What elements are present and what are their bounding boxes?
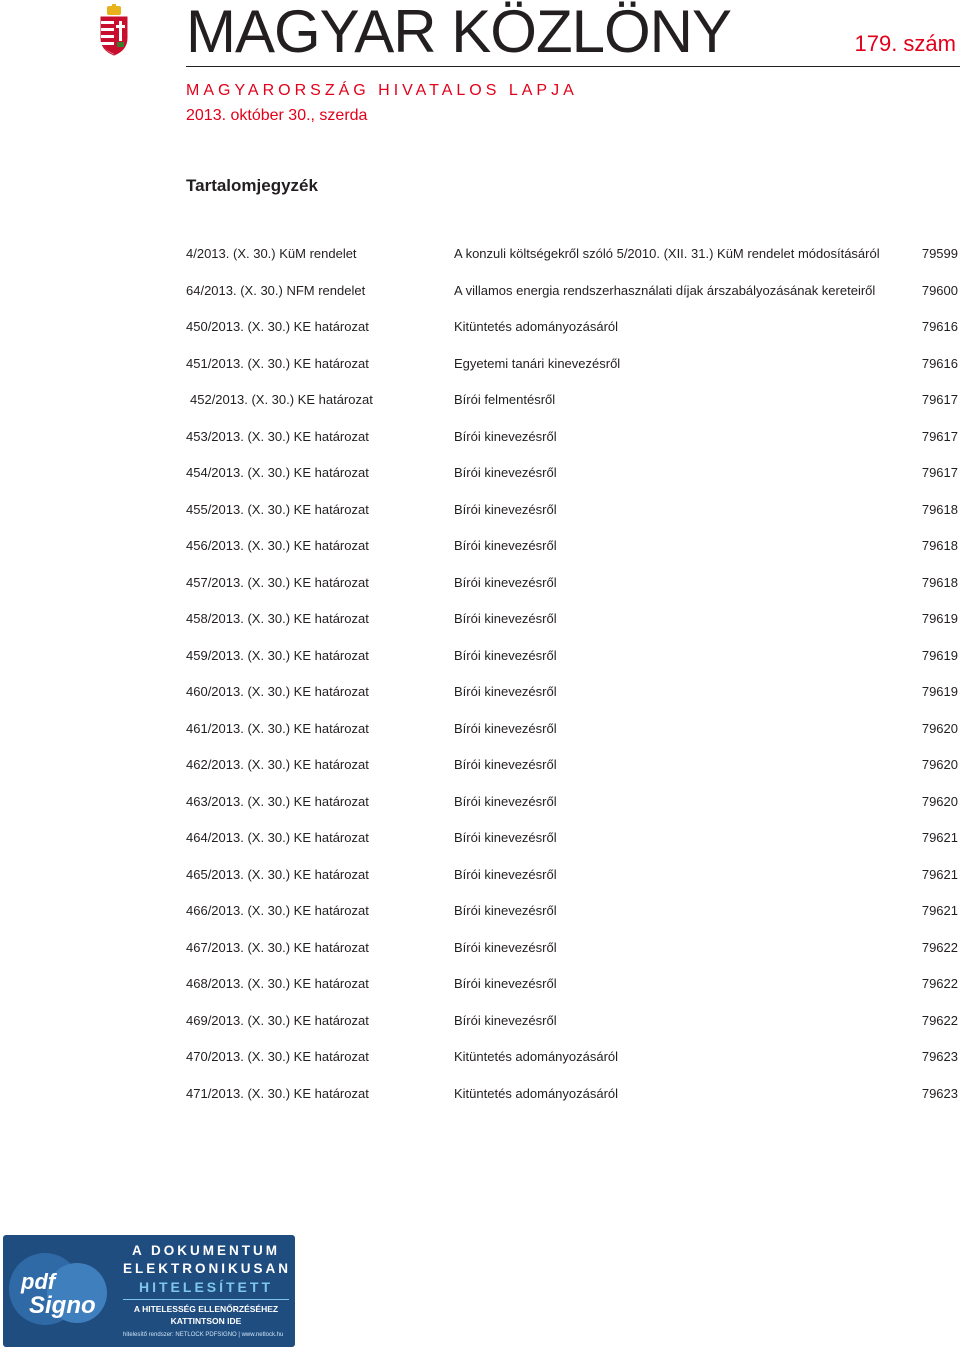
toc-row-title: Bírói kinevezésről [454, 793, 557, 809]
toc-row-title: Bírói kinevezésről [454, 720, 557, 736]
badge-divider [123, 1299, 289, 1300]
toc-row-title: Bírói kinevezésről [454, 538, 557, 553]
toc-row-reference: 452/2013. (X. 30.) KE határozat [190, 392, 373, 407]
toc-row[interactable] [186, 532, 958, 569]
toc-row[interactable] [186, 423, 958, 460]
toc-row-page: 79616 [921, 319, 958, 334]
toc-row-reference: 459/2013. (X. 30.) KE határozat [186, 647, 369, 663]
toc-row[interactable] [186, 386, 958, 423]
toc-row-page: 79619 [921, 684, 958, 699]
toc-row-page: 79622 [921, 939, 958, 955]
issue-number: 179. szám [854, 31, 956, 56]
toc-row-title: Bírói kinevezésről [454, 1012, 557, 1028]
toc-row-page: 79600 [921, 282, 958, 298]
toc-row-reference: 463/2013. (X. 30.) KE határozat [186, 793, 369, 809]
toc-row[interactable] [186, 788, 958, 825]
toc-row-page: 79617 [921, 428, 958, 444]
toc-row[interactable] [186, 1007, 958, 1044]
toc-row-page: 79618 [921, 538, 958, 553]
toc-row-reference: 458/2013. (X. 30.) KE határozat [186, 611, 369, 626]
toc-row-reference: 450/2013. (X. 30.) KE határozat [186, 319, 369, 334]
toc-row-page: 79618 [921, 501, 958, 517]
toc-row-page: 79621 [921, 830, 958, 845]
toc-row-title: Bírói kinevezésről [454, 428, 557, 444]
toc-row[interactable] [186, 897, 958, 934]
toc-row-title: Bírói kinevezésről [454, 939, 557, 955]
toc-row-reference: 4/2013. (X. 30.) KüM rendelet [186, 246, 357, 261]
toc-row[interactable] [186, 751, 958, 788]
toc-row-title: Bírói kinevezésről [454, 501, 557, 517]
toc-row-page: 79621 [921, 903, 958, 918]
badge-line-1: A DOKUMENTUM [132, 1243, 280, 1258]
table-of-contents [186, 240, 958, 1116]
issue-date: 2013. október 30., szerda [186, 107, 368, 124]
toc-row-reference: 451/2013. (X. 30.) KE határozat [186, 355, 369, 371]
toc-row-title: Kitüntetés adományozásáról [454, 319, 619, 334]
toc-row-page: 79619 [921, 647, 958, 663]
toc-row-reference: 470/2013. (X. 30.) KE határozat [186, 1049, 369, 1064]
toc-row-title: Bírói kinevezésről [454, 611, 557, 626]
toc-row-reference: 464/2013. (X. 30.) KE határozat [186, 830, 369, 845]
toc-row-page: 79622 [921, 1012, 958, 1028]
toc-row-title: Egyetemi tanári kinevezésről [454, 355, 621, 371]
toc-row[interactable] [186, 313, 958, 350]
toc-row-title: Bírói kinevezésről [454, 830, 557, 845]
toc-row[interactable] [186, 861, 958, 898]
toc-row-title: Bírói kinevezésről [454, 684, 557, 699]
toc-row-title: Bírói kinevezésről [454, 647, 557, 663]
toc-row[interactable] [186, 277, 958, 314]
toc-row-title: Bírói kinevezésről [454, 465, 557, 480]
toc-row-title: Bírói felmentésről [454, 392, 556, 407]
toc-row-reference: 64/2013. (X. 30.) NFM rendelet [186, 282, 366, 298]
toc-row-page: 79619 [921, 611, 958, 626]
toc-row-page: 79622 [921, 976, 958, 991]
toc-row[interactable] [186, 350, 958, 387]
toc-row-reference: 469/2013. (X. 30.) KE határozat [186, 1012, 369, 1028]
toc-row-title: Kitüntetés adományozásáról [454, 1049, 619, 1064]
toc-row-page: 79620 [921, 757, 958, 772]
toc-row[interactable] [186, 1080, 958, 1117]
badge-verify-line-1[interactable]: A HITELESSÉG ELLENŐRZÉSÉHEZ [133, 1304, 279, 1314]
masthead-title: MAGYAR KÖZLÖNY [186, 0, 731, 65]
toc-row-page: 79599 [921, 246, 958, 261]
toc-row-reference: 454/2013. (X. 30.) KE határozat [186, 465, 369, 480]
toc-row-reference: 460/2013. (X. 30.) KE határozat [186, 684, 369, 699]
toc-row-title: Bírói kinevezésről [454, 903, 557, 918]
coat-of-arms-icon [98, 4, 130, 56]
toc-row-reference: 456/2013. (X. 30.) KE határozat [186, 538, 369, 553]
toc-row-reference: 471/2013. (X. 30.) KE határozat [186, 1085, 369, 1101]
toc-row[interactable] [186, 240, 958, 277]
toc-row[interactable] [186, 496, 958, 533]
badge-footer: hitelesítő rendszer: NETLOCK PDFSIGNO | www.netlock.hu [123, 1332, 284, 1338]
toc-row-title: Bírói kinevezésről [454, 976, 557, 991]
toc-row-title: Bírói kinevezésről [454, 574, 557, 590]
toc-row[interactable] [186, 824, 958, 861]
badge-line-3: HITELESÍTETT [139, 1279, 273, 1295]
toc-row-reference: 461/2013. (X. 30.) KE határozat [186, 720, 369, 736]
toc-row[interactable] [186, 459, 958, 496]
toc-row-page: 79620 [921, 793, 958, 809]
toc-row-page: 79620 [921, 720, 958, 736]
badge-line-2: ELEKTRONIKUSAN [123, 1261, 292, 1276]
toc-row-title: Kitüntetés adományozásáról [454, 1085, 619, 1101]
toc-row-reference: 468/2013. (X. 30.) KE határozat [186, 976, 369, 991]
toc-row-page: 79623 [921, 1085, 958, 1101]
toc-row-reference: 457/2013. (X. 30.) KE határozat [186, 574, 369, 590]
header-rule [186, 66, 960, 67]
toc-row-page: 79618 [921, 574, 958, 590]
badge-verify-link[interactable]: KATTINTSON IDE [170, 1316, 242, 1326]
toc-row-reference: 467/2013. (X. 30.) KE határozat [186, 939, 369, 955]
toc-row[interactable] [186, 970, 958, 1007]
toc-row-reference: 453/2013. (X. 30.) KE határozat [186, 428, 369, 444]
toc-row-title: A villamos energia rendszerhasználati díjak árszabályozásának kereteiről [454, 282, 876, 298]
toc-row-title: Bírói kinevezésről [454, 757, 557, 772]
toc-row-reference: 462/2013. (X. 30.) KE határozat [186, 757, 369, 772]
toc-row[interactable] [186, 642, 958, 679]
toc-row-page: 79617 [921, 392, 958, 407]
toc-row-reference: 465/2013. (X. 30.) KE határozat [186, 866, 369, 882]
svg-text:Signo: Signo [29, 1292, 96, 1319]
toc-row-reference: 466/2013. (X. 30.) KE határozat [186, 903, 369, 918]
toc-row-page: 79616 [921, 355, 958, 371]
toc-row-page: 79621 [921, 866, 958, 882]
toc-row[interactable] [186, 569, 958, 606]
toc-row[interactable] [186, 605, 958, 642]
toc-heading: Tartalomjegyzék [186, 176, 318, 195]
toc-row[interactable] [186, 715, 958, 752]
toc-row-page: 79617 [921, 465, 958, 480]
svg-text:pdf: pdf [21, 1269, 56, 1294]
toc-row[interactable] [186, 934, 958, 971]
toc-row[interactable] [186, 1043, 958, 1080]
pdfsigno-badge[interactable] [3, 1235, 295, 1347]
toc-row-page: 79623 [921, 1049, 958, 1064]
pdfsigno-logo-icon [7, 1249, 117, 1329]
toc-row-reference: 455/2013. (X. 30.) KE határozat [186, 501, 369, 517]
toc-row-title: A konzuli költségekről szóló 5/2010. (XII. 31.) KüM rendelet módosításáról [454, 246, 880, 261]
masthead-subtitle: MAGYARORSZÁG HIVATALOS LAPJA [186, 82, 578, 99]
toc-row[interactable] [186, 678, 958, 715]
toc-row-title: Bírói kinevezésről [454, 866, 557, 882]
